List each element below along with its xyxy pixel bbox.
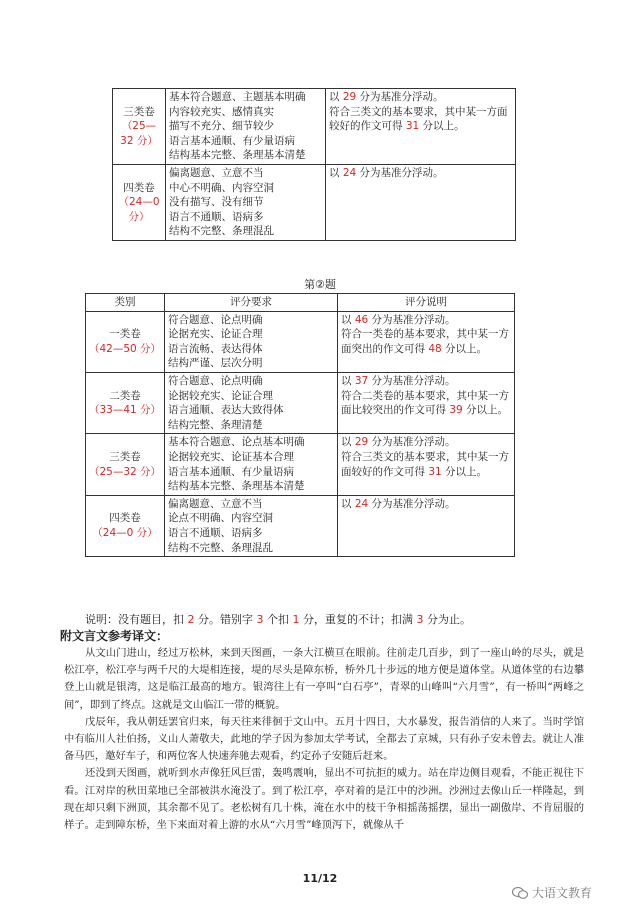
note-text: 符合二类卷的基本要求，其中某一方面比较突出的作文可得 [341, 389, 509, 417]
note-text: 分以上。 [419, 120, 465, 133]
page-number: 11/12 [302, 872, 338, 885]
header-category: 类别 [86, 294, 165, 312]
table-row [86, 311, 515, 372]
note-text: 符合三类文的基本要求，其中某一方面较好的作文可得 [341, 450, 509, 478]
requirements-cell [166, 89, 326, 165]
table-row [113, 164, 516, 240]
note-line [341, 497, 511, 512]
wechat-icon [512, 886, 528, 900]
requirements-cell [165, 311, 338, 372]
category-name: 四类卷 [109, 512, 141, 525]
note-text: 以 [329, 91, 343, 103]
note-text: 以 [329, 166, 343, 179]
note-text: 分为基准分浮动。 [368, 436, 456, 449]
base-score: 29 [354, 436, 369, 449]
score-range: （25—32 分） [89, 465, 162, 478]
requirement-line: 结构基本完整、条理基本清楚 [169, 149, 306, 162]
score-range: （33—41 分） [89, 404, 162, 417]
score-range: （42—50 分） [89, 342, 162, 355]
category-name: 一类卷 [109, 328, 141, 341]
category-cell [86, 372, 165, 433]
requirement-line: 没有描写、没有细节 [169, 196, 264, 209]
requirement-line: 论点不明确、内容空洞 [168, 512, 273, 525]
note-text: 分以上。 [462, 404, 509, 417]
base-score: 37 [354, 374, 369, 387]
requirement-line: 语言不通顺、语病多 [169, 210, 264, 223]
base-score: 31 [405, 120, 420, 133]
note-line [341, 313, 511, 328]
appendix-paragraph: 还没到天图画，就听到水声像狂风巨雷，轰鸣震响，显出不可抗拒的威力。站在岸边侧目观看，不能正视往下看。江对岸的秋田菜地已全部被洪水淹没了。到了松江亭，亭对着的是江中的沙洲。沙洲过去像山丘一样隆起，到现在却只剩下洲顶，其余都不见了。老松树有几十株，淹在水中的枝干争相摇荡摇摆，显出一副傲岸、不肯屈服的样子。走到障东桥，坐下来面对着上游的水从“六月雪”峰顶泻下，就像从千 [64, 767, 584, 832]
table-row [86, 495, 515, 556]
table-caption: 第②题 [304, 278, 336, 291]
note-text: 符合一类卷的基本要求，其中某一方面突出的作文可得 [341, 328, 509, 355]
base-score: 46 [354, 313, 369, 326]
requirement-line: 论据较充实、论证合理 [168, 389, 273, 402]
requirement-line: 语言流畅、表达得体 [168, 342, 263, 355]
table-header-row [86, 294, 515, 312]
watermark [512, 884, 592, 901]
requirement-line: 基本符合题意、论点基本明确 [168, 436, 305, 449]
notes-cell [338, 372, 515, 433]
note-line [329, 105, 512, 134]
category-cell [86, 434, 165, 495]
appendix-text [64, 645, 584, 834]
requirements-cell [165, 434, 338, 495]
base-score: 24 [342, 166, 357, 179]
notes-cell [326, 89, 516, 165]
header-requirements: 评分要求 [165, 294, 338, 312]
note-text: 分为基准分浮动。 [368, 374, 456, 387]
note-text: 以 [341, 436, 355, 449]
base-score: 29 [342, 91, 357, 103]
requirements-cell [165, 495, 338, 556]
requirement-line: 符合题意、论点明确 [168, 313, 263, 326]
requirement-line: 语言基本通顺、有少量语病 [169, 134, 295, 147]
note-text: 以 [341, 313, 355, 326]
appendix-paragraph: 从文山门进山，经过万松林，来到天图画，一条大江横亘在眼前。往前走几百步，到了一座山岭的尽头，就是松江亭，松江亭与两千尺的大堤相连接，堤的尽头是障东桥，桥外几十步远的地方便是道体堂。从道体堂的右边攀登上山就是银湾，这是临江最高的地方。银湾往上有一亭叫“白石亭”，青翠的山峰叫“六月雪”，有一桥叫“两峰之间”，即到了终点。这就是文山临江一带的概貌。 [64, 647, 584, 711]
category-name: 三类卷 [123, 105, 155, 118]
scoring-table-2-body [86, 311, 515, 557]
note-text: 分为基准分浮动。 [356, 166, 444, 179]
notes-cell [338, 434, 515, 495]
note-text: 以 [341, 374, 355, 387]
category-name: 三类卷 [109, 450, 141, 463]
note-text: 分为基准分浮动。 [368, 497, 456, 510]
requirement-line: 中心不明确、内容空洞 [169, 181, 274, 194]
note-line [329, 166, 512, 181]
appendix-paragraph: 戊辰年，我从朝廷罢官归来，每天往来徘徊于文山中。五月十四日，大水暴发，报告消信的人来了。当时学馆中有临川人社伯扬，义山人萧敬夫，此地的学子因为参加太学考试，全都去了京城，只有孙子安未曾去。就让人准备马匹，邀好车子，和两位客人快速奔驰去观看，约定孙子安随后赶来。 [64, 715, 584, 763]
requirement-line: 内容较充实、感情真实 [169, 105, 274, 118]
note-line [341, 327, 511, 356]
note-text: 以 [341, 497, 355, 510]
scoring-table-1-body [113, 89, 516, 241]
requirement-line: 语言基本通顺、有少量语病 [168, 465, 294, 478]
score-range: （24—0 分） [118, 196, 160, 223]
appendix-title: 附文言文参考译文： [60, 629, 169, 643]
scoring-table-1 [112, 88, 516, 241]
requirement-line: 论据较充实、论证基本合理 [168, 450, 294, 463]
requirements-cell [165, 372, 338, 433]
requirement-line: 结构不完整、条理混乱 [168, 541, 273, 554]
requirement-line: 结构不完整、条理混乱 [169, 225, 274, 238]
scoring-note: 说明：没有题目，扣 2 分。错别字 3 个扣 1 分，重复的不计；扣满 3 分为止。 [85, 613, 471, 626]
note-text: 分以上。 [441, 342, 488, 355]
requirements-cell [166, 164, 326, 240]
scoring-table-2 [85, 293, 515, 557]
note-line [341, 389, 511, 418]
category-cell [86, 495, 165, 556]
requirement-line: 结构基本完整、条理基本清楚 [168, 480, 305, 493]
requirement-line: 描写不充分、细节较少 [169, 120, 274, 133]
category-name: 四类卷 [123, 181, 155, 194]
note-line [341, 435, 511, 450]
requirement-line: 结构完整、条理清楚 [168, 418, 263, 431]
requirement-line: 结构严谨、层次分明 [168, 357, 263, 370]
table-row [86, 434, 515, 495]
notes-cell [326, 164, 516, 240]
note-line [341, 374, 511, 389]
table-row [86, 372, 515, 433]
requirement-line: 语言通顺、表达大致得体 [168, 404, 284, 417]
note-text: 分为基准分浮动。 [356, 91, 444, 103]
category-cell [86, 311, 165, 372]
category-name: 二类卷 [109, 389, 141, 402]
requirement-line: 符合题意、论点明确 [168, 374, 263, 387]
requirement-line: 偏离题意、立意不当 [168, 497, 263, 510]
notes-cell [338, 311, 515, 372]
base-score: 24 [354, 497, 369, 510]
base-score: 39 [449, 404, 463, 417]
base-score: 31 [428, 465, 442, 478]
requirement-line: 基本符合题意、主题基本明确 [169, 91, 306, 103]
note-text: 分以上。 [441, 465, 488, 478]
header-notes: 评分说明 [338, 294, 515, 312]
requirement-line: 语言不通顺、语病多 [168, 526, 263, 539]
note-line [329, 90, 512, 105]
category-cell [113, 164, 166, 240]
requirement-line: 论据充实、论证合理 [168, 328, 263, 341]
base-score: 48 [428, 342, 442, 355]
note-line [341, 450, 511, 479]
table-row [113, 89, 516, 165]
requirement-line: 偏离题意、立意不当 [169, 166, 264, 179]
score-range: （25—32 分） [120, 120, 158, 147]
watermark-text: 大语文教育 [532, 886, 593, 900]
category-cell [113, 89, 166, 165]
score-range: （24—0 分） [92, 526, 158, 539]
note-text: 符合三类文的基本要求，其中某一方面较好的作文可得 [329, 105, 508, 133]
note-text: 分为基准分浮动。 [368, 313, 456, 326]
notes-cell [338, 495, 515, 556]
